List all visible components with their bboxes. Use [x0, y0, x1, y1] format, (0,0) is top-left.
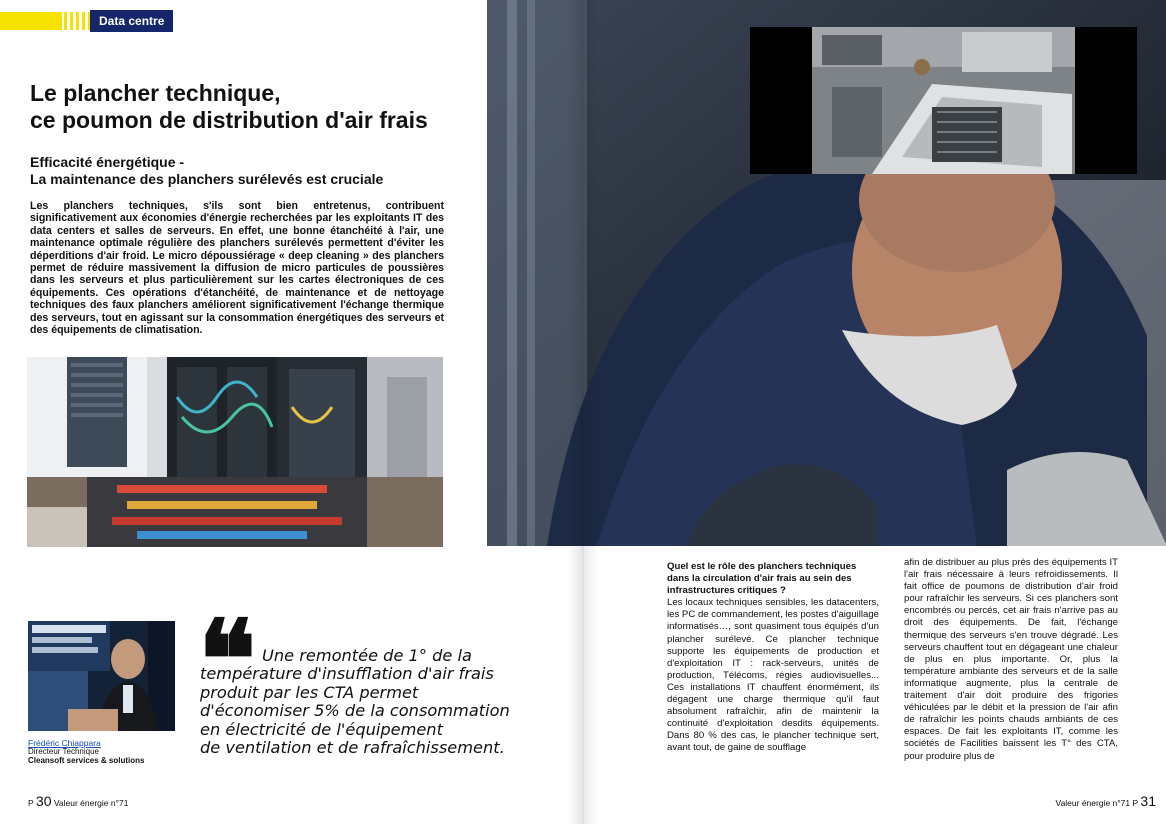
quote-line-1: Une remontée de 1° de la — [262, 646, 472, 665]
folio-right — [1056, 793, 1156, 809]
section-rubric: Data centre — [90, 10, 173, 32]
caption-company: Cleansoft services & solutions — [28, 756, 145, 765]
article-title — [30, 80, 470, 134]
quote-line-3: produit par les CTA permet — [200, 682, 419, 702]
quote-line-6: de ventilation et de rafraîchissement. — [200, 738, 505, 758]
article-lead: Les planchers techniques, s'ils sont bien entretenus, contribuent significativement aux économies d'énergie recherchées par les exploitants IT des data centers et salles de serveurs. En effet, une bonne étanchéité à l'air, une maintenance optimale régulière des planchers surélevés permettent d'éviter les déperditions d'air froid. Le micro dépoussiérage « deep cleaning » des planchers permet de réduire massivement la diffusion de micro particules de poussières dans les serveurs et plus particulièrement sur les cartes électroniques de ces équipements. Ces opérations d'étanchéité, de maintenance et de nettoyage techniques des faux planchers améliorent significativement l'échange thermique des serveurs, tout en agissant sur la consommation énergétiques des serveurs et des équipements de climatisation. — [30, 200, 444, 337]
caption-role: Directeur Technique — [28, 747, 100, 756]
pull-quote — [200, 647, 560, 757]
folio-left-number: 30 — [35, 793, 52, 809]
column-1-text: Les locaux techniques sensibles, les datacenters, les PC de commandement, les postes d'aiguillage informatisés…, sont quasiment tous équipés d'un plancher surélevé. Ce plancher technique supporte les équipements de production et d'exploitation IT : rack-serveurs, unités de production, Télécoms, régies audiovisuelles... Ces installations IT chauffent énormément, ils dégagent une charge thermique qu'il faut absolument rafraîchir, afin de maintenir la continuité d'exploitation desdits équipements. Dans 80 % des cas, le plancher technique sert, avant tout, de gaine de soufflage — [667, 597, 879, 754]
rubric-stripes — [64, 12, 91, 30]
folio-left — [28, 793, 128, 809]
aerial-illustration — [812, 27, 1075, 174]
server-room-illustration — [27, 357, 443, 547]
caption-name-link[interactable]: Frédéric Chiappara — [28, 738, 101, 748]
article-column-1 — [667, 561, 879, 755]
server-room-photo — [27, 357, 443, 547]
column-2-text: afin de distribuer au plus près des équipements IT l'air frais nécessaire à leurs refroidissements. Il fait office de poumons de distribution d'air froid pour rafraîchir les serveurs. Si ces planchers sont encombrés ou percés, cet air frais n'arrive pas au droit des équipements. De fait, l'échange thermique des serveurs s'en trouve dégradé. Les serveurs chauffent tout en dégageant une chaleur de plus en plus importante. Or, plus la température ambiante des serveurs et de la salle informatique augmente, plus la centrale de traitement d'air doit produire des frigories véhiculées par le débit et la pression de l'air afin de rafraîchir les points chauds ambiants de ces espaces. De fait les exploitants IT, comme les sociétés de Facilities baissent les T° des CTA, pour produire plus de — [904, 557, 1118, 762]
folio-right-magazine: Valeur énergie n°71 — [1055, 798, 1131, 808]
quote-line-2: température d'insufflation d'air frais — [200, 664, 494, 684]
portrait-illustration — [28, 621, 175, 731]
title-line-2: ce poumon de distribution d'air frais — [30, 107, 428, 133]
article-subtitle — [30, 154, 450, 188]
subtitle-line-1: Efficacité énergétique - — [30, 154, 185, 170]
quote-mark-icon: ❝ — [198, 597, 251, 723]
folio-left-magazine: Valeur énergie n°71 — [53, 798, 129, 808]
title-line-1: Le plancher technique, — [30, 80, 281, 106]
quote-line-4: d'économiser 5% de la consommation — [200, 701, 510, 721]
quote-line-5: en électricité de l'équipement — [200, 719, 443, 739]
folio-right-number: 31 — [1140, 793, 1156, 809]
aerial-photo-frame — [750, 27, 1137, 174]
aerial-datacenter-photo — [812, 27, 1075, 174]
folio-left-prefix: P — [28, 798, 34, 808]
author-portrait — [28, 621, 175, 731]
subtitle-line-2: La maintenance des planchers surélevés est cruciale — [30, 171, 384, 187]
rubric-color-bar — [0, 12, 62, 30]
article-column-2 — [904, 557, 1118, 763]
interview-question: Quel est le rôle des planchers techniques dans la circulation d'air frais au sein des infrastructures critiques ? — [667, 561, 857, 597]
folio-right-prefix: P — [1132, 798, 1139, 808]
